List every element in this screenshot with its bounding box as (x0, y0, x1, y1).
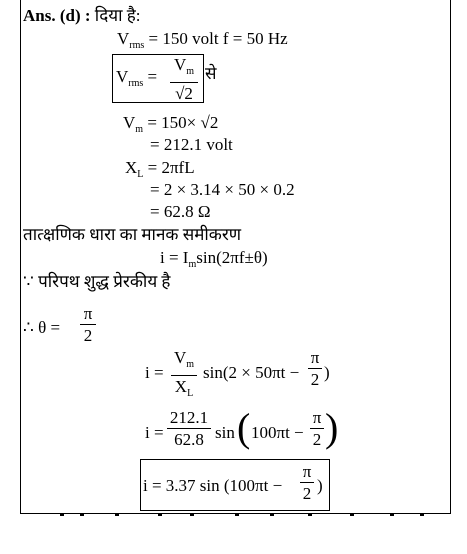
vrms-symbol: V (117, 29, 130, 48)
xl-symbol: X (125, 158, 138, 177)
step2-sin: sin (215, 423, 235, 442)
theta-lhs: ∴ θ = (23, 318, 61, 337)
given-values (117, 29, 288, 56)
step2-open-paren: ( (237, 405, 251, 450)
step2-two: 2 (312, 430, 322, 449)
final-lhs: i = 3.37 sin (100πt − (143, 476, 283, 495)
formula-lhs-symbol: V (116, 67, 129, 86)
answer-heading (23, 6, 141, 26)
formula-lhs-subscript: rms (128, 78, 144, 89)
theta-den: 2 (83, 326, 93, 345)
final-pi-fraction (300, 462, 314, 503)
vrms-subscript: rms (129, 40, 145, 51)
step2-fraction (167, 408, 211, 449)
step1-num-sub: m (186, 359, 195, 370)
step1-two: 2 (310, 370, 320, 389)
step1-pi: π (310, 348, 320, 367)
theta-num: π (83, 304, 93, 323)
final-close: ) (317, 476, 323, 495)
formula-equals: = (147, 67, 158, 86)
step2-den: 62.8 (174, 430, 204, 449)
xl-line2: = 2 × 3.14 × 50 × 0.2 (150, 180, 295, 199)
formula-denominator: √2 (175, 84, 193, 103)
step1-pi-fraction (308, 348, 322, 389)
cutoff-text-fragment (60, 514, 440, 520)
step2-num: 212.1 (169, 408, 209, 427)
step1-close: ) (324, 363, 330, 382)
instant-current-equation (160, 248, 268, 275)
vm-subscript: m (135, 124, 144, 135)
step1-den-symbol: X (174, 377, 188, 396)
formula-num-subscript: m (186, 66, 195, 77)
step2-pi: π (312, 408, 322, 427)
given-value-text: = 150 volt f = 50 Hz (148, 29, 288, 48)
vm-symbol: V (123, 113, 136, 132)
answer-label: Ans. (d) : (23, 6, 91, 25)
theta-fraction (80, 304, 96, 345)
step1-rhs: sin(2 × 50πt − (203, 363, 300, 382)
formula-fraction (170, 55, 198, 103)
formula-suffix: से (205, 64, 217, 83)
final-pi: π (302, 462, 312, 481)
xl-subscript: L (137, 169, 144, 180)
instant-eq-sub: m (188, 259, 197, 270)
xl-expression: = 2πfL (147, 158, 195, 177)
step1-den-sub: L (187, 388, 194, 399)
step1-lhs: i = (145, 363, 164, 382)
xl-line3: = 62.8 Ω (150, 202, 211, 221)
instant-current-label: तात्क्षणिक धारा का मानक समीकरण (23, 225, 242, 244)
formula-lhs (116, 67, 157, 94)
vm-expression: = 150× √2 (147, 113, 219, 132)
step2-lhs: i = (145, 423, 164, 442)
formula-num-symbol: V (173, 55, 187, 74)
final-two: 2 (302, 484, 312, 503)
step2-inner: 100πt − (251, 423, 304, 442)
step2-close-paren: ) (325, 405, 339, 450)
circuit-note: ∵ परिपथ शुद्ध प्रेरकीय है (23, 272, 171, 291)
step1-num-symbol: V (173, 348, 187, 367)
vm-line2: = 212.1 volt (150, 135, 233, 154)
step2-pi-fraction (310, 408, 324, 449)
step1-fraction (171, 348, 197, 403)
instant-eq-pre: i = I (160, 248, 189, 267)
given-label: दिया है: (94, 6, 141, 25)
instant-eq-post: sin(2πf±θ) (196, 248, 268, 267)
